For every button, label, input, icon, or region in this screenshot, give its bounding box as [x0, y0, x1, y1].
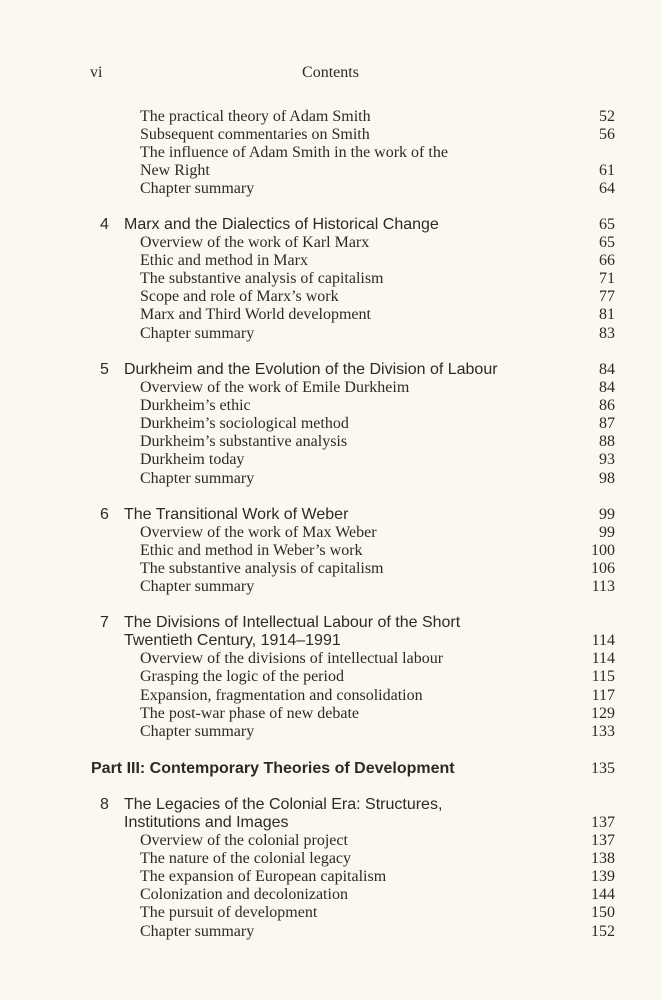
toc-section-line [0, 108, 661, 126]
toc-entry-title: The substantive analysis of capitalism [140, 560, 384, 577]
toc-entry-page: 84 [599, 379, 615, 396]
toc-entry-page: 88 [599, 433, 615, 450]
chapter-number: 7 [100, 614, 109, 631]
toc-entry-page: 84 [599, 361, 615, 378]
toc-entry-page: 93 [599, 451, 615, 468]
chapter-number: 8 [100, 796, 109, 813]
toc-entry-title: Grasping the logic of the period [140, 668, 344, 685]
toc-section-line [0, 126, 661, 144]
toc-entry-page: 114 [591, 632, 615, 649]
toc-part-line [0, 760, 661, 778]
toc-entry-title: The expansion of European capitalism [140, 868, 387, 885]
toc-entry-page: 135 [591, 760, 615, 777]
toc-entry-page: 114 [591, 650, 615, 667]
toc-section-line [0, 923, 661, 941]
chapter-number: 4 [100, 216, 109, 233]
toc-entry-page: 113 [591, 578, 615, 595]
toc-entry-title: Twentieth Century, 1914–1991 [124, 632, 341, 649]
toc-entry-page: 150 [591, 904, 615, 921]
toc-entry-title: Chapter summary [140, 180, 255, 197]
toc-entry-page: 87 [599, 415, 615, 432]
toc-entry-page: 86 [599, 397, 615, 414]
toc-section-line [0, 397, 661, 415]
toc-entry-title: Chapter summary [140, 325, 255, 342]
toc-section-line [0, 904, 661, 922]
toc-entry-title: Chapter summary [140, 578, 255, 595]
toc-entry-title: Overview of the work of Emile Durkheim [140, 379, 410, 396]
toc-entry-title: The substantive analysis of capitalism [140, 270, 384, 287]
toc-entry-title: Part III: Contemporary Theories of Development [91, 760, 455, 777]
running-head-title: Contents [302, 64, 359, 81]
toc-chapter-line [0, 614, 661, 632]
toc-entry-title: Institutions and Images [124, 814, 289, 831]
toc-section-line [0, 578, 661, 596]
toc-entry-page: 137 [591, 832, 615, 849]
toc-entry-page: 65 [599, 234, 615, 251]
toc-entry-page: 77 [599, 288, 615, 305]
toc-entry-title: The influence of Adam Smith in the work of the [140, 144, 448, 161]
toc-entry-page: 133 [591, 723, 615, 740]
toc-entry-title: Chapter summary [140, 723, 255, 740]
toc-entry-title: Durkheim’s sociological method [140, 415, 349, 432]
toc-section-line [0, 234, 661, 252]
toc-section-line [0, 868, 661, 886]
toc-entry-title: Overview of the work of Karl Marx [140, 234, 370, 251]
toc-entry-title: The nature of the colonial legacy [140, 850, 352, 867]
toc-section-line [0, 144, 661, 162]
toc-section-line [0, 306, 661, 324]
toc-entry-page: 81 [599, 306, 615, 323]
toc-section-line [0, 470, 661, 488]
toc-section-line [0, 832, 661, 850]
toc-entry-title: Durkheim’s ethic [140, 397, 251, 414]
toc-entry-title: Expansion, fragmentation and consolidation [140, 687, 423, 704]
toc-chapter-line [0, 361, 661, 379]
toc-entry-page: 52 [599, 108, 615, 125]
toc-entry-title: Chapter summary [140, 923, 255, 940]
toc-chapter-line [0, 506, 661, 524]
toc-section-line [0, 687, 661, 705]
toc-chapter-line [0, 814, 661, 832]
toc-section-line [0, 288, 661, 306]
toc-entry-page: 83 [599, 325, 615, 342]
toc-entry-page: 71 [599, 270, 615, 287]
toc-section-line [0, 325, 661, 343]
toc-section-line [0, 162, 661, 180]
toc-entry-page: 152 [591, 923, 615, 940]
toc-entry-page: 65 [599, 216, 615, 233]
toc-entry-page: 56 [599, 126, 615, 143]
toc-chapter-line [0, 216, 661, 234]
toc-entry-page: 144 [591, 886, 615, 903]
toc-entry-title: The Transitional Work of Weber [124, 506, 349, 523]
toc-entry-title: The practical theory of Adam Smith [140, 108, 371, 125]
toc-entry-page: 106 [591, 560, 615, 577]
toc-entry-page: 98 [599, 470, 615, 487]
toc-entry-title: Chapter summary [140, 470, 255, 487]
toc-entry-title: Scope and role of Marx’s work [140, 288, 339, 305]
toc-entry-page: 117 [591, 687, 615, 704]
toc-entry-page: 129 [591, 705, 615, 722]
toc-entry-page: 137 [591, 814, 615, 831]
toc-section-line [0, 668, 661, 686]
toc-section-line [0, 433, 661, 451]
toc-entry-title: Colonization and decolonization [140, 886, 348, 903]
toc-entry-page: 61 [599, 162, 615, 179]
toc-entry-page: 138 [591, 850, 615, 867]
toc-entry-title: Overview of the colonial project [140, 832, 348, 849]
toc-entry-page: 66 [599, 252, 615, 269]
toc-section-line [0, 270, 661, 288]
toc-section-line [0, 542, 661, 560]
toc-entry-page: 139 [591, 868, 615, 885]
toc-chapter-line [0, 632, 661, 650]
toc-entry-title: New Right [140, 162, 210, 179]
toc-section-line [0, 379, 661, 397]
toc-entry-page: 99 [599, 506, 615, 523]
toc-entry-title: The post-war phase of new debate [140, 705, 360, 722]
toc-entry-title: Durkheim today [140, 451, 245, 468]
toc-entry-title: Ethic and method in Weber’s work [140, 542, 363, 559]
chapter-number: 6 [100, 506, 109, 523]
toc-entry-page: 100 [591, 542, 615, 559]
toc-section-line [0, 886, 661, 904]
toc-section-line [0, 650, 661, 668]
toc-entry-title: Durkheim and the Evolution of the Division of Labour [124, 361, 498, 378]
page-number: vi [90, 64, 103, 81]
toc-section-line [0, 451, 661, 469]
toc-entry-title: The Legacies of the Colonial Era: Structures, [124, 796, 443, 813]
toc-entry-page: 64 [599, 180, 615, 197]
toc-entry-title: Ethic and method in Marx [140, 252, 308, 269]
toc-section-line [0, 415, 661, 433]
toc-entry-title: Overview of the divisions of intellectual labour [140, 650, 444, 667]
toc-entry-title: Marx and Third World development [140, 306, 371, 323]
toc-entry-title: Marx and the Dialectics of Historical Change [124, 216, 439, 233]
toc-entry-title: Durkheim’s substantive analysis [140, 433, 348, 450]
toc-section-line [0, 524, 661, 542]
toc-section-line [0, 705, 661, 723]
toc-section-line [0, 180, 661, 198]
toc-entry-title: The pursuit of development [140, 904, 318, 921]
toc-section-line [0, 252, 661, 270]
toc-entry-page: 115 [591, 668, 615, 685]
chapter-number: 5 [100, 361, 109, 378]
toc-entry-title: Subsequent commentaries on Smith [140, 126, 370, 143]
toc-section-line [0, 850, 661, 868]
toc-chapter-line [0, 796, 661, 814]
toc-entry-title: Overview of the work of Max Weber [140, 524, 377, 541]
toc-entry-title: The Divisions of Intellectual Labour of the Short [124, 614, 461, 631]
toc-section-line [0, 560, 661, 578]
toc-section-line [0, 723, 661, 741]
toc-entry-page: 99 [599, 524, 615, 541]
